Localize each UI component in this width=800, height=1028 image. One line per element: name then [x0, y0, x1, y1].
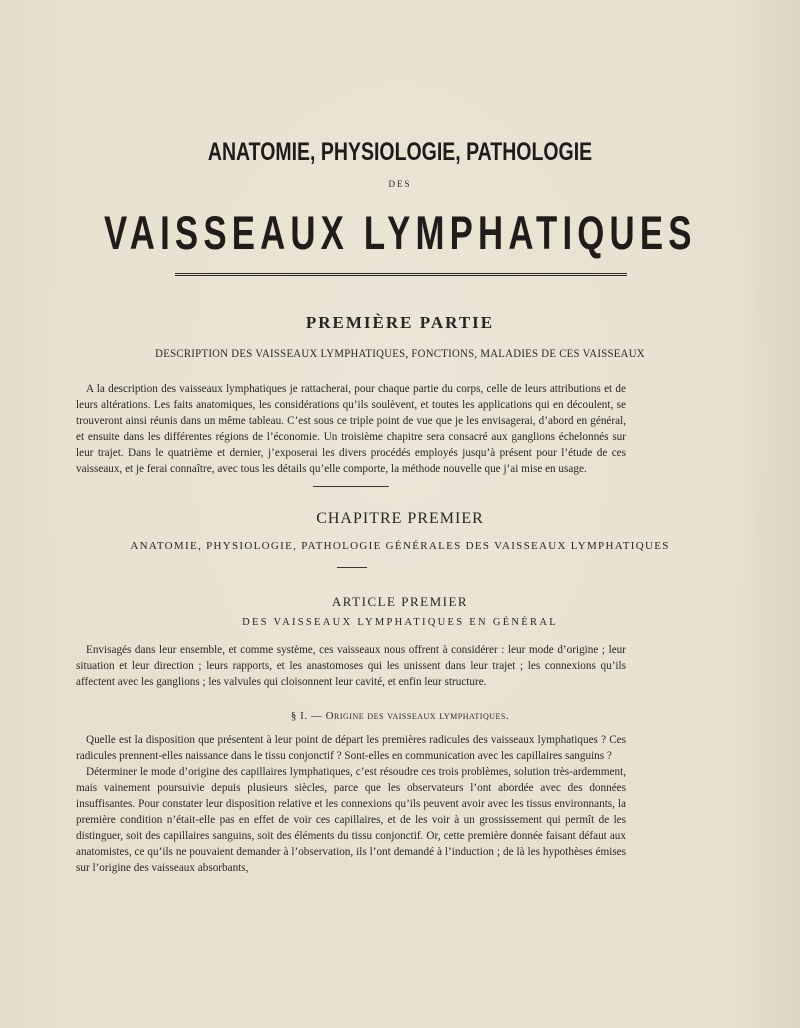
- article-title: ARTICLE PREMIER: [331, 594, 469, 609]
- section-title: Origine des vaisseaux lymphatiques.: [325, 710, 510, 722]
- chapter-title: CHAPITRE PREMIER: [316, 510, 484, 527]
- article-separator-rule: [337, 567, 367, 568]
- title-connector: DES: [388, 179, 412, 189]
- chapter-separator-rule: [313, 486, 389, 487]
- chapter-subtitle: ANATOMIE, PHYSIOLOGIE, PATHOLOGIE GÉNÉRALES DES VAISSEAUX LYMPHATIQUES: [130, 540, 670, 552]
- section-number: § I. —: [290, 710, 323, 722]
- part-title: PREMIÈRE PARTIE: [305, 313, 495, 332]
- main-title: VAISSEAUX LYMPHATIQUES: [104, 206, 697, 259]
- part-subtitle: DESCRIPTION DES VAISSEAUX LYMPHATIQUES, FONCTIONS, MALADIES DE CES VAISSEAUX: [155, 346, 645, 360]
- section-paragraph: Quelle est la disposition que présentent à leur point de départ les premières radicules des vaisseaux lymphatiques ? Ces radicules prennent-elles naissance dans le tissu conjonctif ? Sont-elles en communication avec les capillaires sanguins ?: [76, 734, 626, 762]
- title-double-rule: [175, 273, 627, 276]
- article-subtitle: DES VAISSEAUX LYMPHATIQUES EN GÉNÉRAL: [242, 617, 558, 628]
- title-line-1: ANATOMIE, PHYSIOLOGIE, PATHOLOGIE: [207, 138, 593, 166]
- part-intro-paragraph: A la description des vaisseaux lymphatiques je rattacherai, pour chaque partie du corps, celle de leurs attributions et de leurs altérations. Les faits anatomiques, les considérations qu’ils soulèvent, et toutes les applications qui en découlent, se trouveront ainsi réunis dans un même tableau. C’est sous ce triple point de vue que je les envisagerai, d’abord en général, et ensuite dans les différentes régions de l’économie. Un troisième chapitre sera consacré aux ganglions échelonnés sur leur trajet. Dans le quatrième et dernier, j’exposerai les divers procédés employés jusqu’à présent pour l’étude de ces vaisseaux, et je ferai connaître, avec tous les détails qu’elle comporte, la méthode nouvelle que j’ai mise en usage.: [76, 383, 626, 475]
- section-heading: [0, 710, 800, 722]
- section-paragraph: Déterminer le mode d’origine des capillaires lymphatiques, c’est résoudre ces trois problèmes, solution très-ardemment, mais vainement poursuivie depuis plusieurs siècles, parce que les observateurs l’ont abordée avec des données insuffisantes. Pour constater leur disposition relative et les connexions qu’ils peuvent avoir avec les tissus environnants, la première condition n’était-elle pas en effet de voir ces capillaires, et de les voir à un grossissement qui permît de les distinguer, soit des capillaires sanguins, soit des éléments du tissu conjonctif. Or, cette première donnée faisant défaut aux anatomistes, ce qu’ils ne pouvaient demander à l’observation, ils l’ont demandé à l’induction ; de là les hypothèses émises sur l’origine des vaisseaux absorbants,: [76, 766, 626, 874]
- article-intro-paragraph: Envisagés dans leur ensemble, et comme système, ces vaisseaux nous offrent à considérer : leur mode d’origine ; leur situation et leur direction ; leurs rapports, et les anastomoses qui les unissent dans leur trajet ; les connexions qu’ils affectent avec les ganglions ; les valvules qui cloisonnent leur cavité, et enfin leur structure.: [76, 644, 626, 688]
